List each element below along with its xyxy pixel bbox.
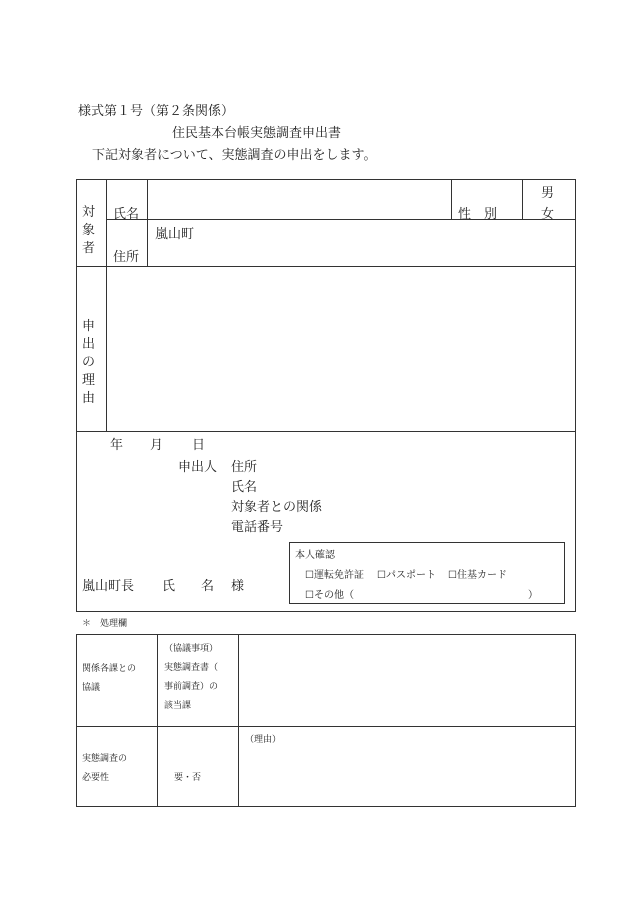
subject-group-label: 対 象 者 xyxy=(82,205,96,256)
gender-female-option[interactable]: 女 xyxy=(541,207,555,222)
form-intro: 下記対象者について、実態調査の申出をします。 xyxy=(92,148,377,163)
date-day: 日 xyxy=(192,438,206,453)
form-title: 住民基本台帳実態調査申出書 xyxy=(172,126,342,141)
addressee-name: 氏 名 xyxy=(162,579,215,594)
gender-label: 性 別 xyxy=(458,207,498,222)
address-value: 嵐山町 xyxy=(155,227,195,242)
processing-divider xyxy=(238,634,239,807)
processing-border-top xyxy=(76,634,576,635)
divider xyxy=(76,431,576,432)
applicant-phone-label: 電話番号 xyxy=(231,520,284,535)
processing-border-left xyxy=(76,634,77,807)
divider xyxy=(106,179,107,431)
applicant-address-label: 住所 xyxy=(231,460,258,475)
date-month: 月 xyxy=(150,438,164,453)
name-label: 氏名 xyxy=(113,207,140,222)
other-close-paren: ） xyxy=(528,590,538,601)
gender-male-option[interactable]: 男 xyxy=(541,186,555,201)
other-checkbox[interactable]: ☐その他（ xyxy=(305,590,354,601)
divider xyxy=(147,179,148,266)
table-border-bottom xyxy=(76,611,576,612)
processing-border-bottom xyxy=(76,806,576,807)
processing-section-label: ＊ 処理欄 xyxy=(82,619,128,629)
table-border-top xyxy=(76,179,576,180)
table-border-left xyxy=(76,179,77,612)
reason-label: 申 出 の 理 由 xyxy=(82,319,96,406)
identity-check-title: 本人確認 xyxy=(295,550,335,561)
row1-note: （協議事項） 実態調査書（ 事前調査）の 該当課 xyxy=(164,644,219,711)
row2-label: 実態調査の 必要性 xyxy=(82,754,128,783)
processing-border-right xyxy=(575,634,576,807)
passport-checkbox[interactable]: ☐パスポート xyxy=(377,570,436,581)
addressee-honorific: 様 xyxy=(231,579,245,594)
form-number: 様式第１号（第２条関係） xyxy=(78,104,235,119)
applicant-label: 申出人 xyxy=(178,460,218,475)
row1-label: 関係各課との 協議 xyxy=(82,664,137,693)
row2-value[interactable]: 要・否 xyxy=(174,773,202,783)
address-label: 住所 xyxy=(113,250,140,265)
divider xyxy=(451,179,452,219)
card-checkbox[interactable]: ☐住基カード xyxy=(448,570,507,581)
divider xyxy=(106,219,576,220)
divider xyxy=(76,266,576,267)
applicant-name-label: 氏名 xyxy=(231,480,258,495)
applicant-relation-label: 対象者との関係 xyxy=(231,500,323,515)
addressee-title: 嵐山町長 xyxy=(82,579,135,594)
date-year: 年 xyxy=(110,438,124,453)
row2-reason-label: （理由） xyxy=(245,735,282,745)
processing-divider xyxy=(157,634,158,807)
divider xyxy=(522,179,523,219)
processing-divider xyxy=(76,726,576,727)
table-border-right xyxy=(575,179,576,612)
license-checkbox[interactable]: ☐運転免許証 xyxy=(305,570,364,581)
